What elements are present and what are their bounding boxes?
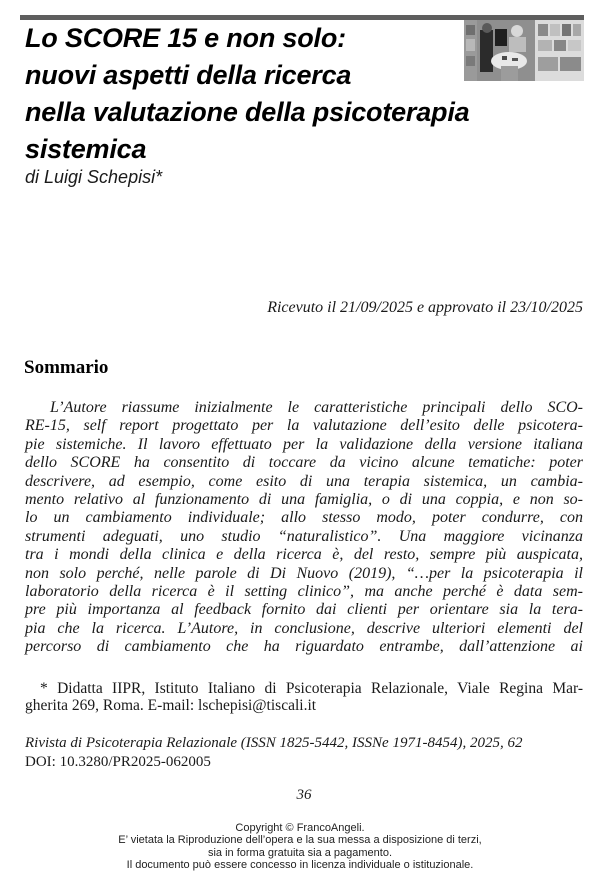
article-title [25,20,505,168]
text-line: percorso di cambiamento che ha riguardato entrambe, dall’attenzione ai [25,638,583,656]
copyright-notice [0,822,600,872]
text-line: pie sistemiche. Il lavoro effettuato per la validazione della versione italiana [25,435,583,453]
text-line: laboratorio della ricerca è il setting clinico”, ma anche perché è data sem- [25,583,583,601]
text-line: Lo SCORE 15 e non solo: [25,23,346,53]
text-line: nella valutazione della psicoterapia [25,97,470,127]
text-line: descrivere, ad esempio, come esito di una terapia sistemica, un cambia- [25,472,583,490]
doi: DOI: 10.3280/PR2025-062005 [25,754,211,770]
author-affiliation-footnote [25,681,583,715]
text-line: tra i mondi della clinica e della ricerca è, del resto, sempre più auspicata, [25,546,583,564]
text-line: Copyright © FrancoAngeli. [235,822,365,834]
summary-heading: Sommario [24,357,109,378]
text-line: dello SCORE ha consentito di toccare da vicino alcune tematiche: poter [25,454,583,472]
text-line: gherita 269, Roma. E-mail: lschepisi@tiscali.it [25,696,317,714]
text-line: L’Autore riassume inizialmente le caratteristiche principali dello SCO- [50,399,583,416]
text-line: nuovi aspetti della ricerca [25,60,352,90]
article-byline: di Luigi Schepisi* [25,167,163,187]
abstract-text [25,399,583,657]
text-line: lo un cambiamento individuale; allo stesso modo, poter condurre, con [25,509,583,527]
text-line: strumenti adeguati, uno studio “naturalistico”. Una maggiore vicinanza [25,527,583,545]
text-line: pre più importanza al feedback fornito dai clienti per orientare sia la tera- [25,601,583,619]
text-line: Il documento può essere concesso in licenza individuale o istituzionale. [126,859,474,872]
text-line: mento relativo al funzionamento di una famiglia, o di una coppia, e non so- [25,491,583,509]
text-line: E’ vietata la Riproduzione dell’opera e la sua messa a disposizione di terzi, [118,834,482,847]
received-approved-dates: Ricevuto il 21/09/2025 e approvato il 23/10/2025 [267,299,583,316]
journal-citation: Rivista di Psicoterapia Relazionale (ISSN 1825-5442, ISSNe 1971-8454), 2025, 62 [25,735,523,751]
text-line: sistemica [25,134,147,164]
text-line: pia che la ricerca. L’Autore, in conclusione, descrive ulteriori elementi del [25,619,583,637]
page-number: 36 [296,787,312,803]
text-line: sia in forma gratuita sia a pagamento. [207,846,393,859]
text-line: * Didatta IIPR, Istituto Italiano di Psicoterapia Relazionale, Viale Regina Mar- [40,680,583,697]
text-line: non solo perché, nelle parole di Di Nuovo (2019), “…per la psicoterapia il [25,564,583,582]
text-line: RE-15, self report progettato per la valutazione dell’esito delle psicotera- [25,417,583,435]
